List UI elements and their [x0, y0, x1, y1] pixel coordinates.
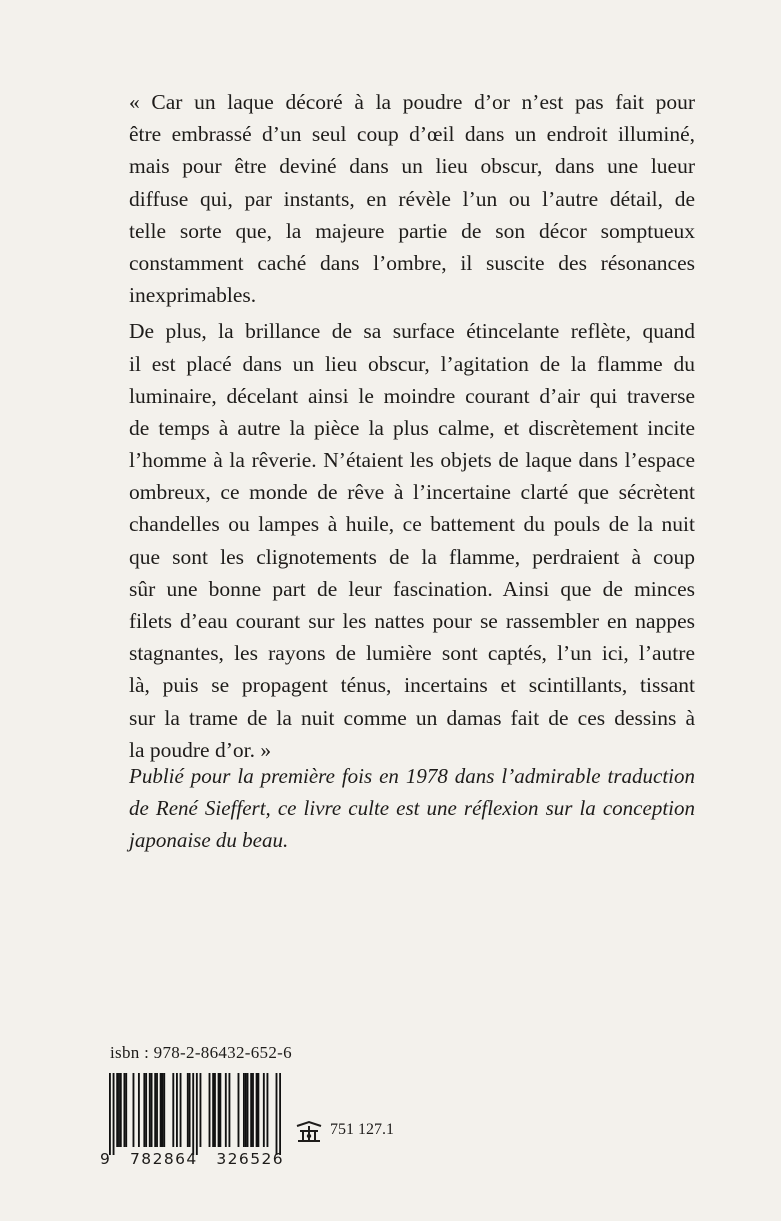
barcode-bar	[162, 1073, 164, 1147]
blurb-line: de René Sieffert, ce livre culte est une réflexion sur la conception	[129, 796, 695, 820]
quote-line: la poudre d’or. »	[129, 737, 272, 762]
barcode-bar	[267, 1073, 269, 1147]
quote-line: chandelles ou lampes à huile, ce battement du pouls de la nuit	[129, 512, 695, 537]
barcode-bar	[256, 1073, 258, 1147]
barcode-bar	[172, 1073, 174, 1147]
barcode-bar	[252, 1073, 254, 1147]
barcode-bar	[225, 1073, 227, 1147]
publisher-code: 751 127.1	[330, 1121, 394, 1138]
quote-line: là, puis se propagent ténus, incertains et scintillants, tissant	[129, 673, 695, 698]
barcode-bar	[154, 1073, 156, 1147]
quote-line: l’homme à la rêverie. N’étaient les objets de laque dans l’espace	[129, 448, 695, 473]
blurb	[129, 760, 695, 856]
quote-line: constamment caché dans l’ombre, il suscite des résonances	[129, 250, 695, 275]
barcode-bar	[113, 1073, 115, 1155]
quote-paragraph-1	[129, 86, 695, 311]
barcode-bar	[228, 1073, 230, 1147]
barcode-bar	[214, 1073, 216, 1147]
quote-line: « Car un laque décoré à la poudre d’or n’est pas fait pour	[129, 90, 695, 114]
quote-line: telle sorte que, la majeure partie de son décor somptueux	[129, 218, 695, 243]
barcode-bar	[145, 1073, 147, 1147]
quote-line: filets d’eau courant sur les nattes pour se rassembler en nappes	[129, 609, 695, 633]
barcode-bar	[143, 1073, 145, 1147]
quote-line: ombreux, ce monde de rêve à l’incertaine clarté que sécrètent	[129, 480, 695, 505]
barcode-digits	[100, 1150, 284, 1168]
barcode-bar	[160, 1073, 162, 1147]
blurb-line: Publié pour la première fois en 1978 dans l’admirable traduction	[129, 764, 695, 788]
barcode-bar	[163, 1073, 165, 1147]
barcode-bar	[123, 1073, 125, 1147]
barcode-bar	[196, 1073, 198, 1155]
barcode-digit-group: 782864	[130, 1150, 198, 1168]
barcode-bar	[176, 1073, 178, 1147]
barcode-bar	[138, 1073, 140, 1147]
barcode-bar	[120, 1073, 122, 1147]
barcode-digit-group: 326526	[216, 1150, 284, 1168]
barcode-bar	[245, 1073, 247, 1147]
barcode-bar	[187, 1073, 189, 1147]
quote-line: diffuse qui, par instants, en révèle l’un ou l’autre détail, de	[129, 186, 695, 211]
barcode-bar	[250, 1073, 252, 1147]
barcode-bar	[192, 1073, 194, 1155]
barcode-bar	[212, 1073, 214, 1147]
quote-line: luminaire, décelant ainsi le moindre courant d’air qui traverse	[129, 383, 695, 408]
quote-line: que sont les clignotements de la flamme, perdraient à coup	[129, 544, 695, 569]
barcode-bar	[209, 1073, 211, 1147]
barcode-bar	[116, 1073, 118, 1147]
barcode-bar	[219, 1073, 221, 1147]
barcode-bar	[133, 1073, 135, 1147]
quote-line: il est placé dans un lieu obscur, l’agitation de la flamme du	[129, 351, 695, 376]
barcode-bar	[189, 1073, 191, 1147]
barcode-bar	[243, 1073, 245, 1147]
quote-line: De plus, la brillance de sa surface étincelante reflète, quand	[129, 319, 695, 344]
barcode-bar	[180, 1073, 182, 1147]
quote-paragraph-2	[129, 315, 695, 766]
quote-line: sur la trame de la nuit comme un damas fait de ces dessins à	[129, 705, 695, 730]
barcode-bar	[279, 1073, 281, 1155]
barcode-bar	[109, 1073, 111, 1155]
publisher-logo-icon	[294, 1119, 324, 1145]
quote-line: inexprimables.	[129, 283, 257, 308]
barcode-digit-group: 9	[100, 1150, 112, 1168]
isbn-label: isbn : 978-2-86432-652-6	[110, 1043, 292, 1062]
quote-line: mais pour être deviné dans un lieu obscur, dans une lueur	[129, 154, 695, 179]
barcode-bar	[276, 1073, 278, 1155]
barcode-bar	[257, 1073, 259, 1147]
quote-line: stagnantes, les rayons de lumière sont captés, l’un ici, l’autre	[129, 641, 695, 666]
quote-block	[129, 86, 695, 766]
quote-line: sûr une bonne part de leur fascination. Ainsi que de minces	[129, 576, 695, 601]
quote-line: être embrassé d’un seul coup d’œil dans un endroit illuminé,	[129, 122, 695, 147]
barcode-bar	[200, 1073, 202, 1147]
barcode	[109, 1073, 281, 1155]
barcode-bar	[238, 1073, 240, 1147]
barcode-bar	[118, 1073, 120, 1147]
barcode-bar	[247, 1073, 249, 1147]
barcode-bar	[125, 1073, 127, 1147]
barcode-bar	[151, 1073, 153, 1147]
barcode-bar	[149, 1073, 151, 1147]
barcode-bar	[156, 1073, 158, 1147]
barcode-bar	[218, 1073, 220, 1147]
quote-line: de temps à autre la pièce la plus calme, et discrètement incite	[129, 415, 695, 440]
blurb-line: japonaise du beau.	[129, 828, 289, 852]
barcode-bar	[263, 1073, 265, 1147]
